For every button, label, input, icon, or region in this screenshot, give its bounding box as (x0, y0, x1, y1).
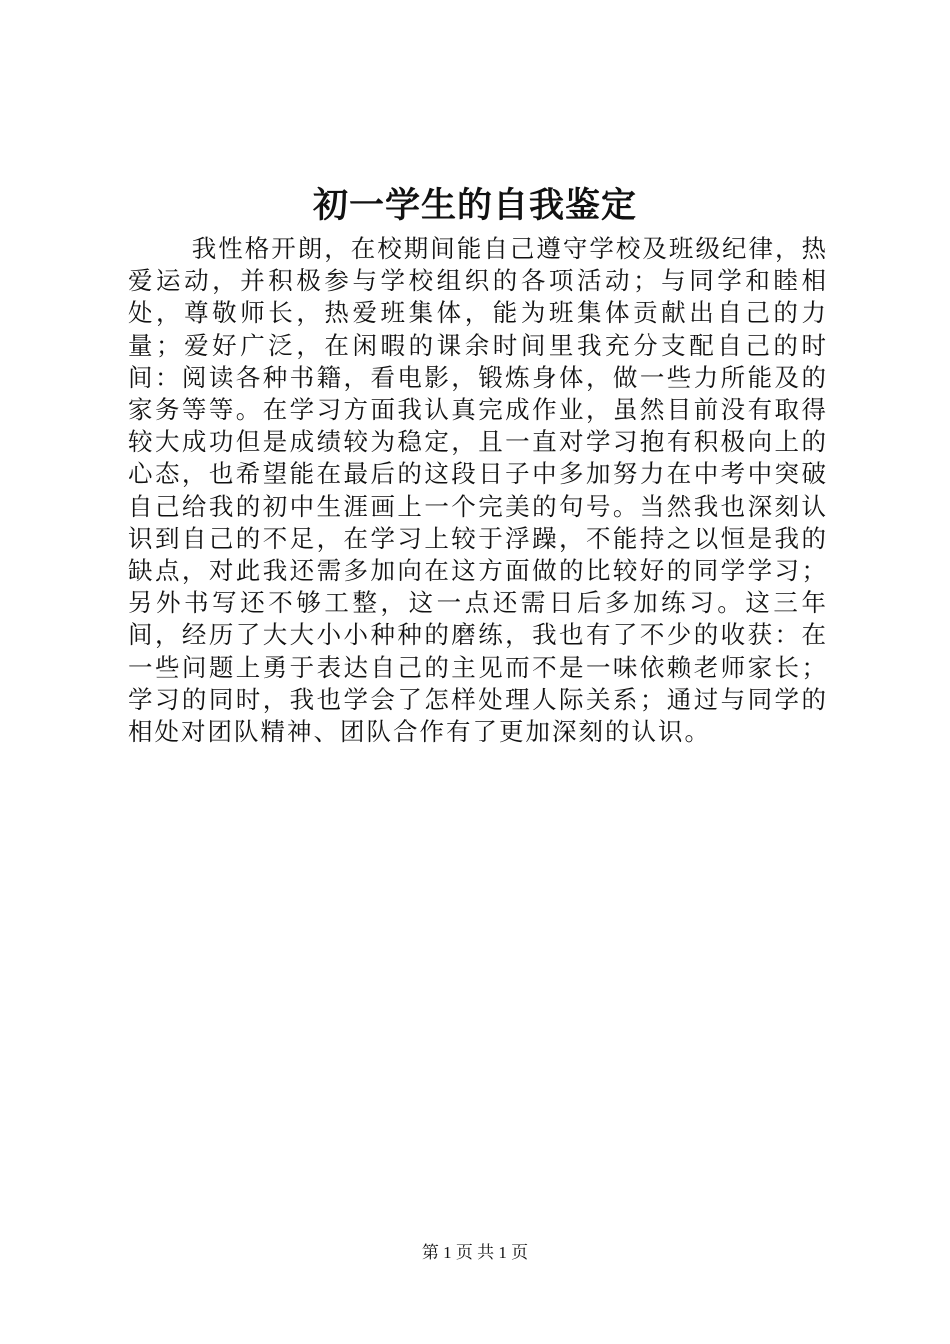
document-body-paragraph: 我性格开朗，在校期间能自己遵守学校及班级纪律，热爱运动，并积极参与学校组织的各项活动；与同学和睦相处，尊敬师长，热爱班集体，能为班集体贡献出自己的力量；爱好广泛，在闲暇的课余时间里我充分支配自己的时间：阅读各种书籍，看电影，锻炼身体，做一些力所能及的家务等等。在学习方面我认真完成作业，虽然目前没有取得较大成功但是成绩较为稳定，且一直对学习抱有积极向上的心态，也希望能在最后的这段日子中多加努力在中考中突破自己给我的初中生涯画上一个完美的句号。当然我也深刻认识到自己的不足，在学习上较于浮躁，不能持之以恒是我的缺点，对此我还需多加向在这方面做的比较好的同学学习；另外书写还不够工整，这一点还需日后多加练习。这三年间，经历了大大小小种种的磨练，我也有了不少的收获：在一些问题上勇于表达自己的主见而不是一味依赖老师家长；学习的同时，我也学会了怎样处理人际关系；通过与同学的相处对团队精神、团队合作有了更加深刻的认识。 (128, 234, 828, 747)
page-footer: 第 1 页 共 1 页 (421, 1243, 529, 1262)
document-title: 初一学生的自我鉴定 (312, 185, 637, 226)
